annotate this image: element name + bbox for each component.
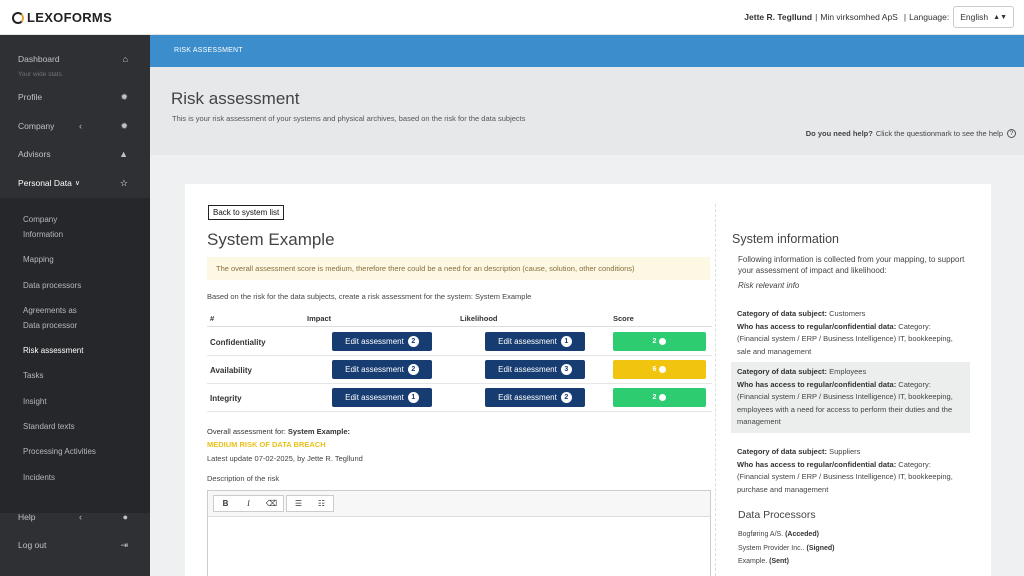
nav-label: Help [18, 512, 36, 522]
likelihood-badge: 1 [561, 336, 572, 347]
breadcrumb: RISK ASSESSMENT [174, 47, 243, 54]
impact-badge: 2 [408, 336, 419, 347]
submenu-label: Agreements as [23, 306, 77, 315]
list-group [286, 495, 334, 512]
smiley-icon [659, 366, 666, 373]
score-value: 2 [652, 338, 657, 345]
logout-icon: ⇥ [120, 539, 128, 550]
data-processors-title: Data Processors [738, 509, 816, 521]
overall-system-name: System Example: [287, 427, 350, 436]
edit-likelihood-button[interactable] [485, 360, 585, 379]
access-label: Who has access to regular/confidential data: [737, 379, 897, 389]
description-editor[interactable] [207, 490, 711, 576]
nav-advisors[interactable] [0, 144, 150, 164]
logo[interactable] [12, 10, 112, 25]
unordered-list-icon[interactable]: ☰ [294, 499, 303, 508]
likelihood-badge: 2 [561, 392, 572, 403]
processor-status: (Sent) [769, 558, 789, 565]
nav-label: Advisors [18, 149, 51, 159]
nav-help[interactable] [0, 507, 150, 527]
column-divider [715, 204, 716, 576]
smiley-icon [659, 338, 666, 345]
nav-logout[interactable] [0, 535, 150, 555]
submenu-insight[interactable]: Insight [23, 397, 47, 406]
nav-dashboard-sub: Your wide stats [18, 71, 62, 78]
home-icon: ⌂ [122, 54, 128, 64]
button-label: Edit assessment [345, 393, 404, 402]
chevron-left-icon: ‹ [79, 121, 82, 131]
overall-assessment-label [207, 427, 350, 436]
category-value: Customers [829, 309, 866, 318]
category-label: Category of data subject: [737, 309, 828, 318]
based-on-text: Based on the risk for the data subjects, create a risk assessment for the system: System Example [207, 292, 532, 301]
page-title: Risk assessment [171, 89, 300, 108]
score-value: 6 [652, 366, 657, 373]
data-processor-item [738, 545, 834, 552]
caret-icon: ▲▼ [993, 13, 1007, 21]
processor-status: (Acceded) [785, 531, 819, 538]
edit-impact-button[interactable] [332, 332, 432, 351]
submenu-tasks[interactable]: Tasks [23, 371, 44, 380]
nav-company[interactable] [0, 116, 150, 136]
smiley-icon [659, 394, 666, 401]
button-label: Edit assessment [345, 365, 404, 374]
processor-name: System Provider Inc.. [738, 545, 805, 552]
category-block [731, 442, 970, 500]
row-label: Confidentiality [210, 338, 266, 347]
table-row [207, 328, 712, 356]
column-header: # [210, 314, 215, 323]
table-row [207, 384, 712, 412]
page-description: This is your risk assessment of your systems and physical archives, based on the risk for the data subjects [172, 114, 526, 123]
button-label: Edit assessment [345, 337, 404, 346]
category-value: Employees [829, 367, 867, 376]
italic-icon[interactable]: I [247, 499, 250, 508]
user-area [744, 6, 1014, 28]
sidebar [0, 35, 150, 576]
language-select[interactable] [953, 6, 1014, 28]
back-to-system-list-button[interactable]: Back to system list [208, 205, 284, 220]
help-text: Click the questionmark to see the help [875, 129, 1003, 138]
system-title: System Example [207, 230, 335, 249]
table-row [207, 356, 712, 384]
page-header [150, 67, 1024, 155]
editor-toolbar [208, 491, 710, 517]
edit-impact-button[interactable] [332, 388, 432, 407]
nav-personal-data[interactable] [0, 173, 150, 193]
risk-card [185, 184, 991, 576]
logo-icon [12, 12, 24, 24]
column-header: Impact [307, 314, 332, 323]
gear-icon: ✹ [120, 120, 128, 131]
system-information-title: System information [732, 232, 839, 246]
edit-likelihood-button[interactable] [485, 388, 585, 407]
data-processor-item [738, 558, 789, 565]
nav-label: Profile [18, 92, 43, 102]
row-label: Availability [210, 366, 252, 375]
access-value: Category: (Financial system / ERP / Business Intelligence) IT, bookkeeping, employees with a need for access to perform their duties and the management [737, 379, 953, 427]
separator: | [815, 12, 818, 22]
access-label: Who has access to regular/confidential data: [737, 321, 897, 331]
submenu-label: Information [23, 230, 64, 239]
user-name[interactable]: Jette R. Tegllund [744, 12, 813, 22]
category-block [731, 362, 970, 433]
chevron-down-icon: ∨ [74, 180, 80, 187]
processor-status: (Signed) [806, 545, 835, 552]
logo-text: LEXOFORMS [27, 10, 113, 25]
company-name[interactable]: Min virksomhed ApS [820, 12, 898, 22]
submenu-processing-activities[interactable]: Processing Activities [23, 447, 96, 456]
data-processor-item [738, 531, 819, 538]
nav-profile[interactable] [0, 87, 150, 107]
submenu-data-processors[interactable]: Data processors [23, 281, 82, 290]
nav-label: Personal Data [18, 178, 72, 188]
impact-badge: 2 [408, 364, 419, 375]
column-header: Likelihood [460, 314, 498, 323]
star-icon: ☆ [119, 177, 128, 188]
format-group [213, 495, 284, 512]
description-label: Description of the risk [207, 474, 280, 483]
eraser-icon[interactable]: ⌫ [265, 499, 278, 508]
personal-data-submenu [0, 198, 150, 513]
access-label: Who has access to regular/confidential data: [737, 459, 897, 469]
graduation-cap-icon: ▲ [119, 149, 128, 159]
score-value: 2 [652, 394, 657, 401]
submenu-standard-texts[interactable]: Standard texts [23, 422, 75, 431]
access-value: Category: (Financial system / ERP / Business Intelligence) IT, bookkeeping, sale and management [737, 321, 953, 356]
submenu-incidents[interactable]: Incidents [23, 473, 56, 482]
system-information-description: Following information is collected from your mapping, to support your assessment of impact and likelihood: [738, 255, 965, 275]
submenu-label: Company [23, 215, 58, 224]
latest-update: Latest update 07-02-2025, by Jette R. Tegllund [207, 454, 363, 463]
submenu-mapping[interactable]: Mapping [23, 255, 54, 264]
row-label: Integrity [210, 394, 242, 403]
nav-label: Company [18, 121, 55, 131]
question-icon: ● [122, 512, 128, 522]
separator: | [903, 12, 907, 22]
language-label: Language: [909, 12, 950, 22]
category-block [731, 304, 970, 362]
button-label: Edit assessment [498, 393, 557, 402]
help-bold: Do you need help? [805, 129, 873, 138]
processor-name: Bogføring A/S. [738, 531, 784, 538]
score-box [613, 332, 706, 351]
table-header [207, 310, 712, 327]
language-value: English [960, 12, 989, 22]
bold-icon[interactable]: B [222, 499, 229, 508]
question-icon[interactable]: ? [1007, 129, 1016, 138]
score-box [613, 360, 706, 379]
button-label: Edit assessment [498, 365, 557, 374]
nav-label: Dashboard [18, 54, 60, 64]
submenu-label: Data processor [23, 321, 78, 330]
assessment-notice: The overall assessment score is medium, therefore there could be a need for an description (cause, solution, other conditions) [207, 257, 710, 280]
ordered-list-icon[interactable]: ☷ [317, 499, 326, 508]
edit-impact-button[interactable] [332, 360, 432, 379]
nav-label: Log out [18, 540, 47, 550]
access-value: Category: (Financial system / ERP / Business Intelligence) IT, bookkeeping, purchase and management [737, 459, 953, 494]
chevron-left-icon: ‹ [79, 512, 82, 522]
breadcrumb-bar [150, 35, 1024, 67]
category-label: Category of data subject: [737, 447, 828, 456]
category-label: Category of data subject: [737, 367, 828, 376]
submenu-risk-assessment[interactable]: Risk assessment [23, 346, 84, 355]
risk-relevant-info: Risk relevant info [738, 281, 800, 290]
nav-dashboard[interactable] [0, 49, 150, 69]
top-bar [0, 0, 1024, 35]
submenu-company-information[interactable] [23, 212, 63, 242]
score-box [613, 388, 706, 407]
overall-risk-level: MEDIUM RISK OF DATA BREACH [207, 440, 326, 449]
button-label: Edit assessment [498, 337, 557, 346]
column-header: Score [613, 314, 634, 323]
edit-likelihood-button[interactable] [485, 332, 585, 351]
processor-name: Example. [738, 558, 768, 565]
help-hint [806, 129, 1016, 138]
gear-icon: ✹ [120, 91, 128, 102]
impact-badge: 1 [408, 392, 419, 403]
likelihood-badge: 3 [561, 364, 572, 375]
submenu-agreements[interactable] [23, 303, 77, 333]
category-value: Suppliers [829, 447, 861, 456]
overall-label-text: Overall assessment for: [207, 427, 286, 436]
